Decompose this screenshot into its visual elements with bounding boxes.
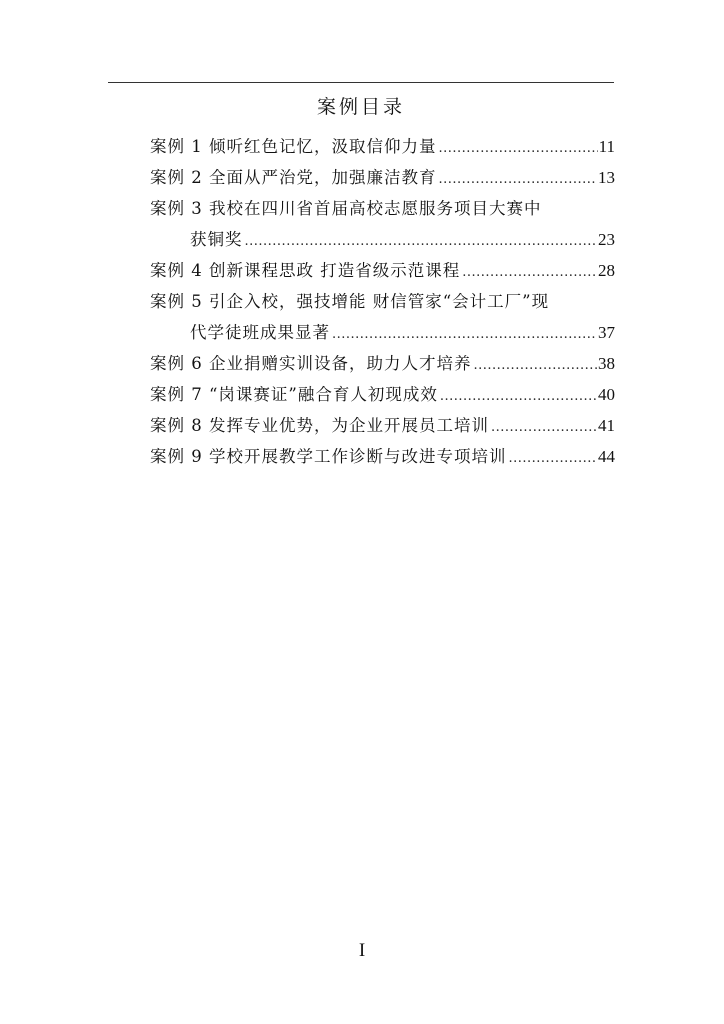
toc-leader-dots [245,226,598,255]
toc-leader-dots [491,412,597,441]
toc-entry[interactable] [150,131,615,162]
toc-entry[interactable] [150,162,615,193]
toc-entry-page: 37 [598,323,615,342]
toc-leader-dots [509,443,598,472]
toc-leader-dots [440,381,597,410]
toc-entry-title: 案例 3 我校在四川省首届高校志愿服务项目大赛中 [150,199,542,218]
toc-entry[interactable] [150,255,615,286]
toc-entry-continuation[interactable] [150,317,615,348]
toc-entry-title-continued: 获铜奖 [190,230,243,249]
toc-entry[interactable] [150,286,615,317]
toc-leader-dots [439,133,598,162]
toc-entry-page: 40 [598,385,615,404]
toc-entry[interactable] [150,193,615,224]
toc-entry-title: 案例 8 发挥专业优势，为企业开展员工培训 [150,416,489,435]
toc-entry-title: 案例 2 全面从严治党，加强廉洁教育 [150,168,437,187]
toc-entry-title-continued: 代学徒班成果显著 [190,323,330,342]
toc-entry-page: 44 [598,447,615,466]
toc-entry[interactable] [150,441,615,472]
toc-entry-page: 38 [598,354,615,373]
toc-title: 案例目录 [316,96,405,118]
toc-entry-title: 案例 9 学校开展教学工作诊断与改进专项培训 [150,447,507,466]
toc-leader-dots [332,319,597,348]
toc-leader-dots [462,257,597,286]
toc-entry-page: 41 [598,416,615,435]
header-rule [108,82,614,83]
toc-entry-title: 案例 6 企业捐赠实训设备，助力人才培养 [150,354,472,373]
toc-list [150,131,615,472]
toc-entry-title: 案例 4 创新课程思政 打造省级示范课程 [150,261,461,280]
toc-entry-page: 11 [598,137,615,156]
toc-entry-page: 23 [598,230,615,249]
toc-entry-page: 13 [598,168,615,187]
toc-entry-continuation[interactable] [150,224,615,255]
toc-leader-dots [474,350,598,379]
toc-entry-page: 28 [598,261,615,280]
page-number: I [358,940,366,961]
toc-entry-title: 案例 7 “岗课赛证”融合育人初现成效 [150,385,438,404]
toc-entry[interactable] [150,348,615,379]
toc-entry[interactable] [150,379,615,410]
toc-entry-title: 案例 1 倾听红色记忆，汲取信仰力量 [150,137,437,156]
toc-leader-dots [439,164,598,193]
toc-entry-title: 案例 5 引企入校，强技增能 财信管家“会计工厂”现 [150,292,550,311]
toc-entry[interactable] [150,410,615,441]
